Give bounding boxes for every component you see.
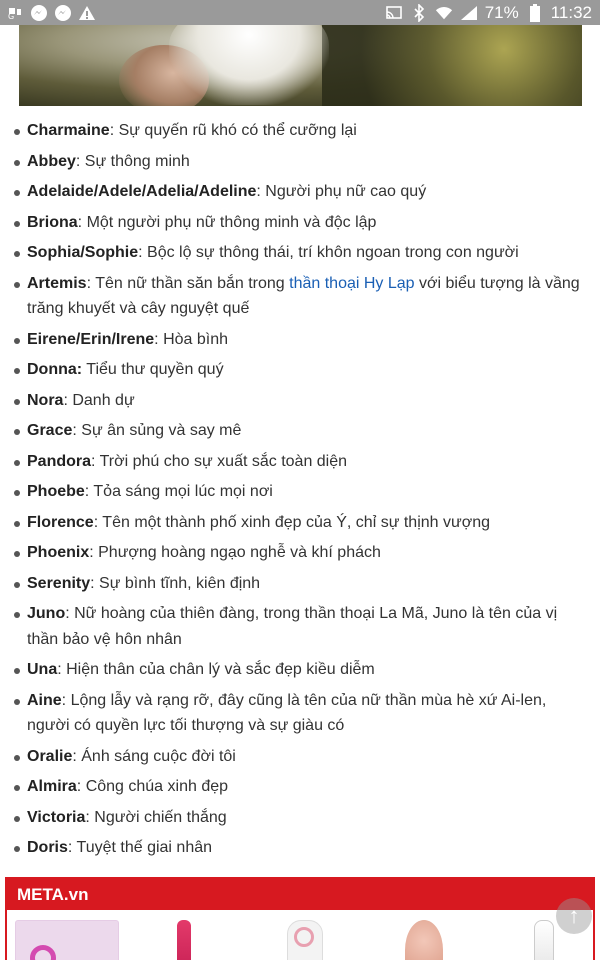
meta-product-row	[7, 910, 593, 960]
name-label: Nora	[27, 391, 64, 409]
name-label: Oralie	[27, 747, 73, 765]
article-hero-image	[19, 25, 582, 106]
name-meaning: Tỏa sáng mọi lúc mọi nơi	[93, 483, 273, 500]
list-item	[0, 571, 600, 597]
list-item	[0, 601, 600, 652]
list-item	[0, 479, 600, 505]
name-meaning: Danh dự	[72, 391, 135, 409]
name-meaning: Phượng hoàng ngạo nghễ và khí phách	[98, 544, 381, 561]
name-meaning-list	[0, 118, 600, 866]
list-item	[0, 388, 600, 414]
notification-icons	[0, 4, 96, 22]
name-label: Eirene/Erin/Irene	[27, 330, 155, 348]
battery-icon	[526, 4, 544, 22]
name-label: Grace	[27, 422, 73, 439]
name-meaning: Tên một thành phố xinh đẹp của Ý, chỉ sự thịnh vượng	[102, 513, 490, 531]
name-label: Una	[27, 661, 58, 678]
list-item	[0, 179, 600, 205]
name-meaning: với biểu tượng là vầng trăng khuyết và cây nguyệt quế	[27, 274, 580, 317]
battery-percent: 71%	[484, 2, 519, 22]
name-separator: :	[256, 183, 266, 200]
name-label: Abbey	[27, 152, 76, 170]
name-separator: :	[75, 152, 85, 170]
name-meaning: Bộc lộ sự thông thái, trí khôn ngoan trong con người	[147, 244, 519, 261]
name-label: Phoenix	[27, 544, 90, 561]
status-bar	[0, 0, 600, 25]
clock: 11:32	[550, 2, 592, 22]
name-label: Florence	[27, 513, 94, 531]
name-meaning: Tuyệt thế giai nhân	[76, 839, 213, 856]
name-separator: :	[109, 122, 119, 139]
list-item	[0, 657, 600, 683]
product-pore-vacuum[interactable]	[534, 920, 554, 960]
name-meaning: Sự ân sủng và say mê	[81, 422, 242, 439]
name-meaning: Tiểu thư quyền quý	[86, 361, 224, 378]
warning-icon	[78, 4, 96, 22]
name-label: Phoebe	[27, 483, 85, 500]
name-label: Briona	[27, 213, 78, 231]
list-item	[0, 774, 600, 800]
name-label: Charmaine	[27, 122, 110, 139]
name-label: Victoria	[27, 808, 86, 826]
name-separator: :	[89, 544, 99, 561]
messenger-icon	[54, 4, 72, 22]
name-meaning: Trời phú cho sự xuất sắc toàn diện	[99, 452, 348, 470]
product-cleanser-head	[294, 927, 314, 947]
list-item	[0, 118, 600, 144]
scroll-to-top-button[interactable]	[556, 898, 592, 934]
list-item	[0, 688, 600, 739]
name-separator: :	[84, 483, 94, 500]
meta-brand-label[interactable]: META.vn	[17, 884, 89, 904]
product-pink-device[interactable]	[177, 920, 191, 960]
product-cream-jar[interactable]	[15, 920, 119, 960]
signal-icon	[460, 4, 478, 22]
meta-ad-widget[interactable]	[5, 877, 595, 960]
list-item	[0, 510, 600, 536]
list-item	[0, 149, 600, 175]
name-meaning: Ánh sáng cuộc đời tôi	[81, 747, 236, 765]
name-meaning: Sự quyến rũ khó có thể cưỡng lại	[118, 122, 357, 139]
name-separator: :	[76, 778, 86, 795]
product-cream-jar-ring	[30, 945, 56, 960]
name-label: Artemis	[27, 274, 87, 292]
list-item	[0, 271, 600, 322]
list-item	[0, 357, 600, 383]
name-meaning: Hiện thân của chân lý và sắc đẹp kiều diễm	[66, 661, 375, 678]
name-meaning: Sự bình tĩnh, kiên định	[99, 574, 261, 592]
arrow-up-icon: ↑	[568, 903, 580, 928]
svg-text:G: G	[8, 11, 15, 21]
cast-icon	[385, 4, 403, 22]
list-item	[0, 418, 600, 444]
name-separator: :	[57, 661, 67, 678]
greek-mythology-link[interactable]: thần thoại Hy Lạp	[289, 274, 415, 292]
list-item	[0, 540, 600, 566]
messenger-icon	[30, 4, 48, 22]
name-separator: :	[63, 391, 73, 409]
name-label: Serenity	[27, 574, 91, 592]
name-meaning: Người chiến thắng	[94, 808, 227, 826]
name-separator: :	[86, 274, 96, 292]
name-meaning: Người phụ nữ cao quý	[265, 183, 427, 200]
name-meaning: Lộng lẫy và rạng rỡ, đây cũng là tên của nữ thần mùa hè xứ Ai-len, người có quyền lực tối thượng và sự giàu có	[27, 691, 547, 734]
name-label: Adelaide/Adele/Adelia/Adeline	[27, 183, 257, 200]
list-item	[0, 210, 600, 236]
product-silicone-brush[interactable]	[405, 920, 443, 960]
name-separator: :	[67, 839, 77, 856]
name-label: Donna:	[27, 361, 83, 378]
list-item	[0, 327, 600, 353]
list-item	[0, 805, 600, 831]
name-separator: :	[90, 574, 100, 592]
list-item	[0, 240, 600, 266]
hero-figure-dress	[169, 25, 329, 105]
name-separator: :	[154, 330, 164, 348]
name-separator: :	[77, 213, 87, 231]
name-meaning: Sự thông minh	[84, 152, 190, 170]
name-separator: :	[138, 244, 148, 261]
name-separator: :	[72, 747, 82, 765]
name-label: Sophia/Sophie	[27, 244, 139, 261]
name-separator: :	[61, 691, 71, 709]
name-meaning: Công chúa xinh đẹp	[85, 778, 229, 795]
name-separator: :	[91, 452, 100, 470]
list-item	[0, 744, 600, 770]
wifi-icon	[435, 4, 453, 22]
bluetooth-icon	[410, 4, 428, 22]
system-icons	[385, 3, 600, 23]
name-label: Doris	[27, 839, 68, 856]
list-item	[0, 449, 600, 475]
name-separator: :	[72, 422, 82, 439]
name-label: Juno	[27, 605, 66, 622]
name-meaning: Tên nữ thần săn bắn trong	[95, 274, 290, 292]
list-item	[0, 835, 600, 861]
hero-background	[322, 25, 582, 106]
name-separator: :	[85, 808, 95, 826]
name-separator: :	[93, 513, 103, 531]
name-meaning: Nữ hoàng của thiên đàng, trong thần thoại La Mã, Juno là tên của vị thần bảo vệ hôn nhân	[27, 605, 558, 648]
name-meaning: Một người phụ nữ thông minh và độc lập	[86, 213, 377, 231]
google-voice-icon	[6, 4, 24, 22]
name-separator: :	[65, 605, 75, 622]
name-label: Aine	[27, 691, 62, 709]
name-label: Pandora	[27, 452, 92, 470]
name-label: Almira	[27, 778, 77, 795]
name-meaning: Hòa bình	[163, 330, 228, 348]
meta-brand-header[interactable]	[7, 879, 593, 910]
product-facial-cleanser[interactable]	[287, 920, 323, 960]
